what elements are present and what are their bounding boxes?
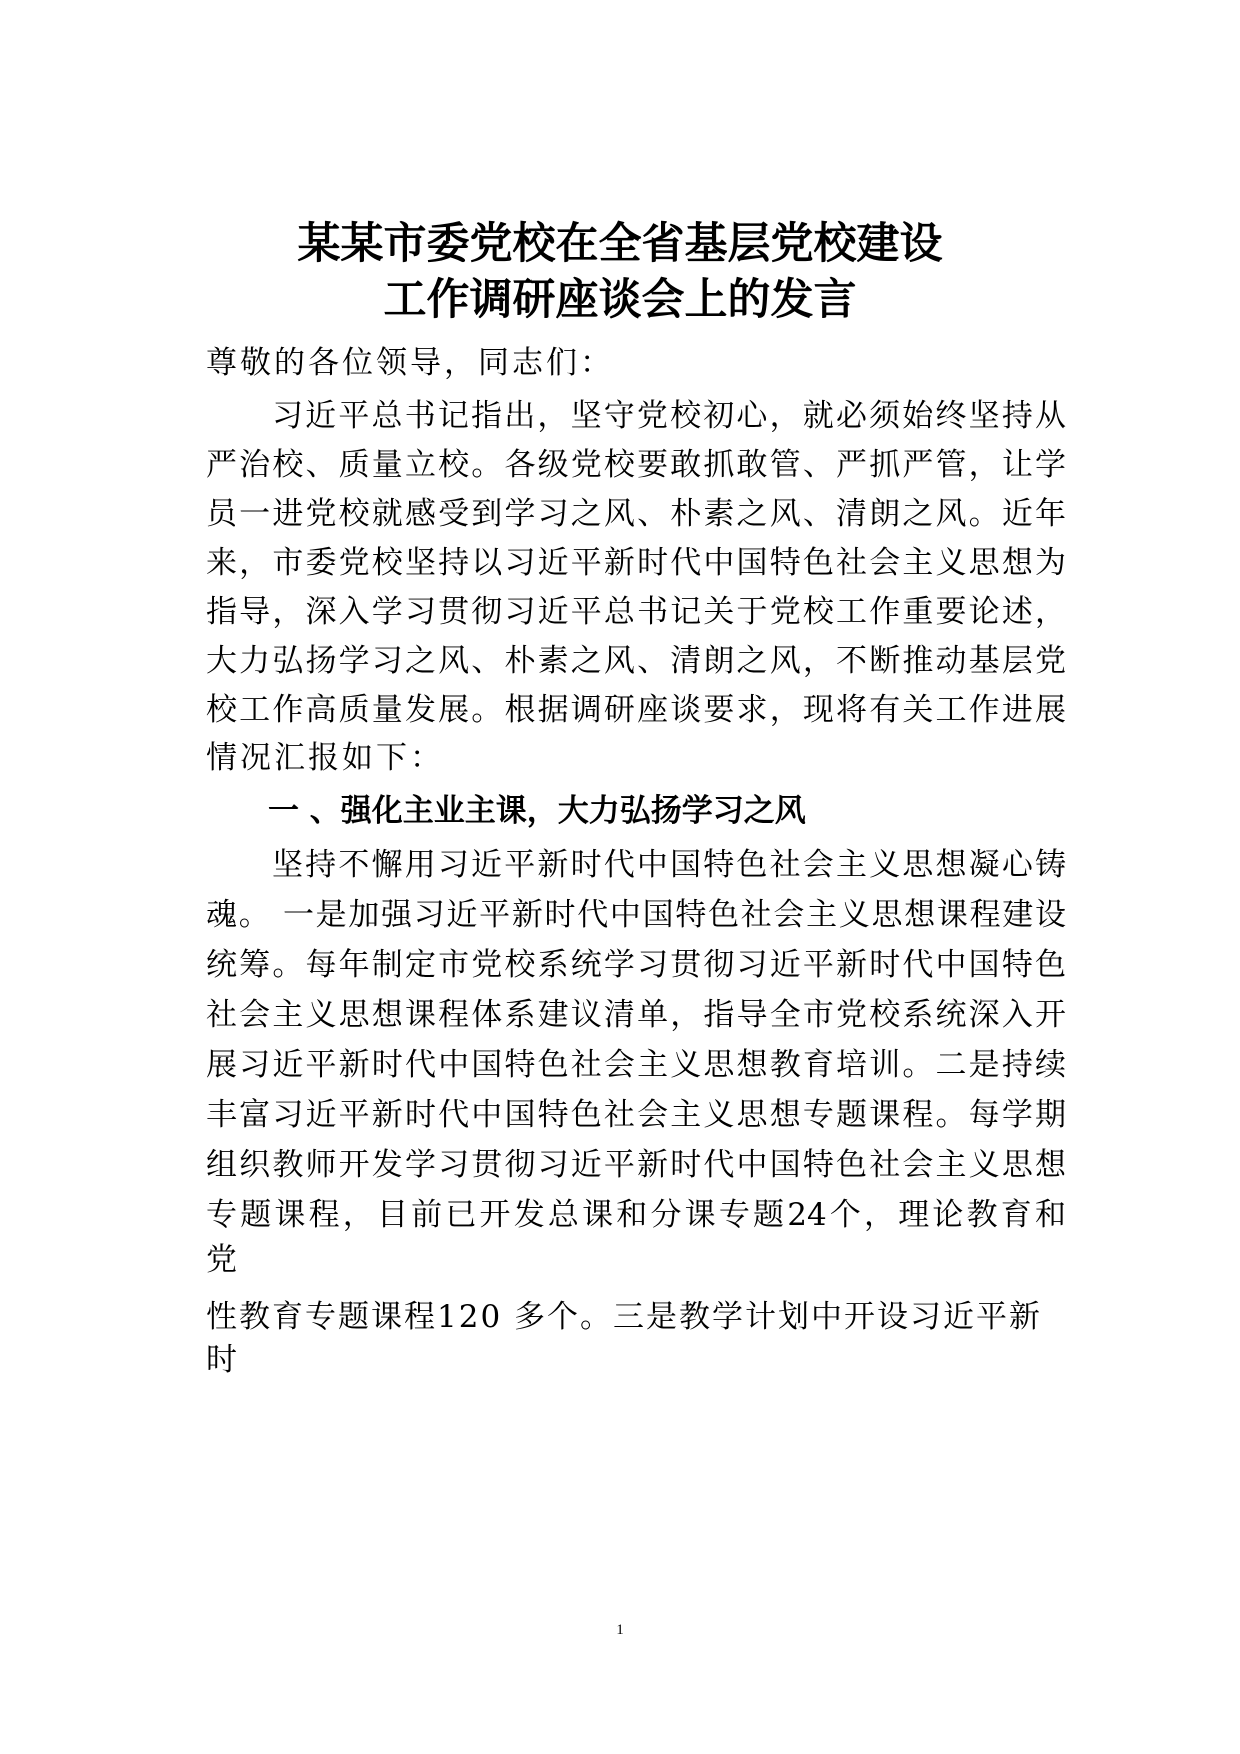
paragraph-line: 严治校、质量立校。各级党校要敢抓敢管、严抓严管，让学: [206, 447, 1066, 483]
page-number: 1: [616, 1622, 624, 1638]
paragraph-line: 坚持不懈用习近平新时代中国特色社会主义思想凝心铸: [272, 847, 1066, 883]
paragraph-line: 员一进党校就感受到学习之风、朴素之风、清朗之风。近年: [206, 496, 1066, 532]
paragraph-line: 魂。 一是加强习近平新时代中国特色社会主义思想课程建设: [206, 897, 1066, 933]
document-title-line-2: 工作调研座谈会上的发言: [383, 275, 857, 325]
paragraph-line: 情况汇报如下：: [206, 740, 444, 776]
paragraph-line: 大力弘扬学习之风、朴素之风、清朗之风，不断推动基层党: [206, 643, 1066, 679]
paragraph-line: 校工作高质量发展。根据调研座谈要求，现将有关工作进展: [206, 692, 1066, 728]
paragraph-line: 指导，深入学习贯彻习近平总书记关于党校工作重要论述，: [206, 594, 1066, 630]
paragraph-line: 党: [206, 1242, 242, 1278]
paragraph-line: 性教育专题课程120 多个。三是教学计划中开设习近平新: [206, 1299, 1043, 1335]
paragraph-line: 丰富习近平新时代中国特色社会主义思想专题课程。每学期: [206, 1097, 1066, 1133]
paragraph-line: 展习近平新时代中国特色社会主义思想教育培训。二是持续: [206, 1047, 1066, 1083]
paragraph-line: 来，市委党校坚持以习近平新时代中国特色社会主义思想为: [206, 545, 1066, 581]
paragraph-line: 组织教师开发学习贯彻习近平新时代中国特色社会主义思想: [206, 1147, 1066, 1183]
paragraph-line: 时: [206, 1342, 242, 1378]
paragraph-line: 统筹。每年制定市党校系统学习贯彻习近平新时代中国特色: [206, 947, 1066, 983]
document-title-line-1: 某某市委党校在全省基层党校建设: [297, 219, 943, 269]
salutation: 尊敬的各位领导，同志们：: [206, 345, 614, 381]
section-heading: 一 、强化主业主课，大力弘扬学习之风: [268, 793, 806, 829]
paragraph-line: 习近平总书记指出，坚守党校初心，就必须始终坚持从: [272, 398, 1066, 434]
paragraph-line: 社会主义思想课程体系建议清单，指导全市党校系统深入开: [206, 997, 1066, 1033]
paragraph-line: 专题课程，目前已开发总课和分课专题24个，理论教育和: [206, 1197, 1066, 1233]
